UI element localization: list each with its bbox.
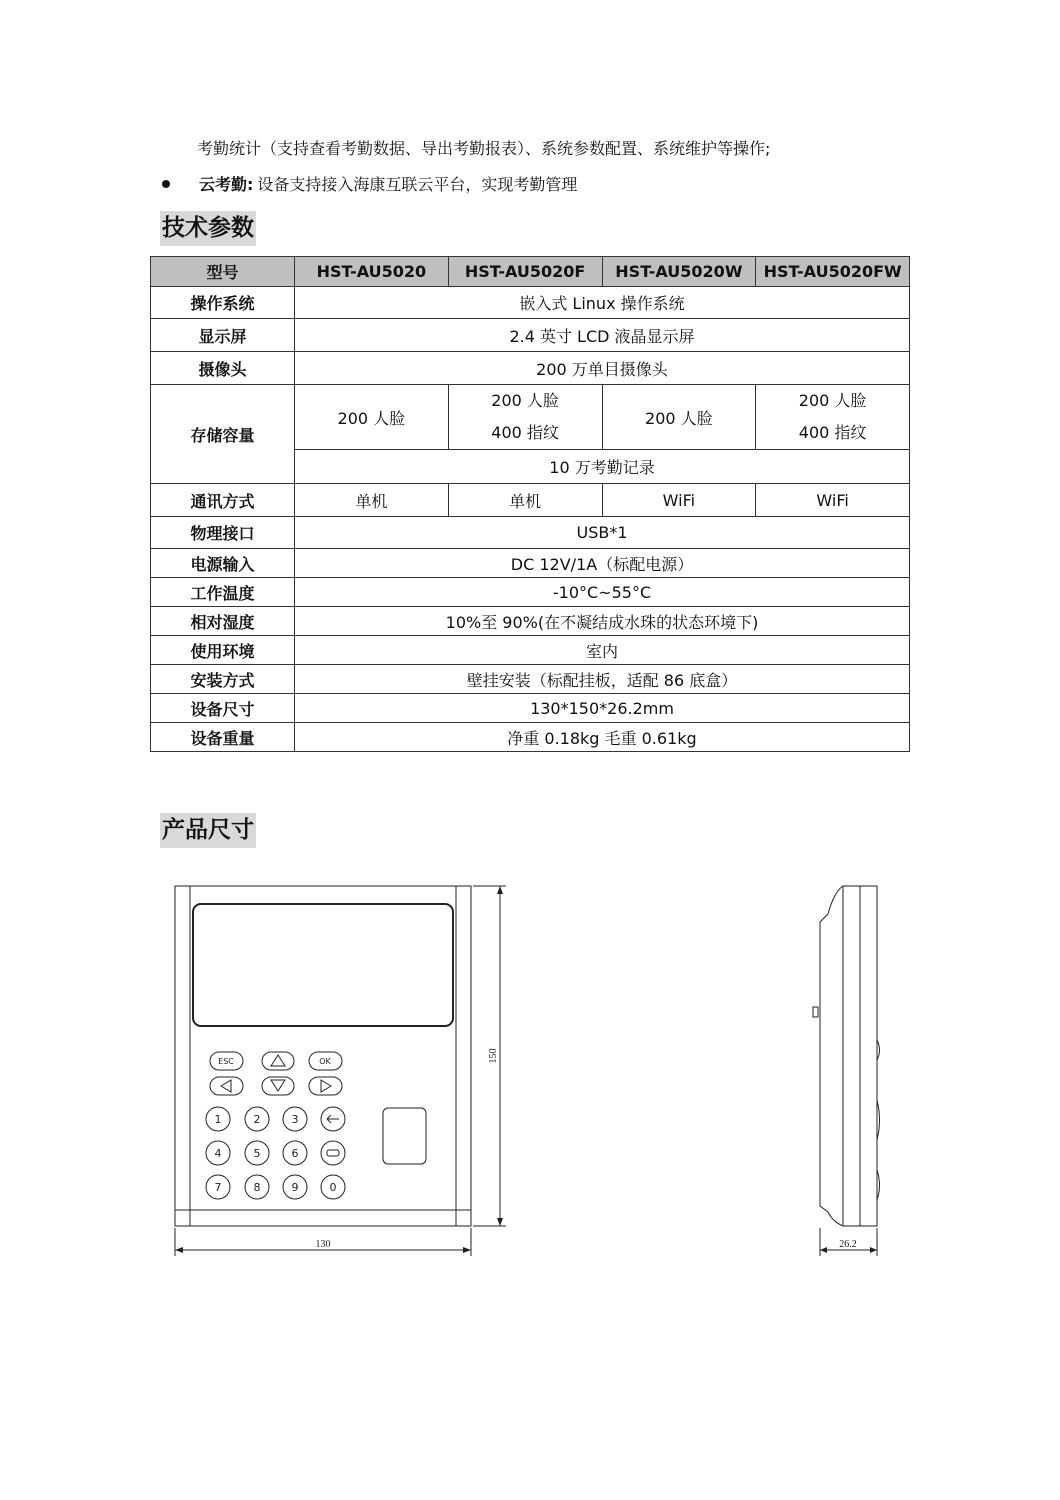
row-label: 工作温度: [151, 578, 295, 607]
row-value: 室内: [295, 636, 910, 665]
row-value: 10%至 90%(在不凝结成水珠的状态环境下): [295, 607, 910, 636]
height-label: 150: [488, 1048, 499, 1064]
row-value: 壁挂安装（标配挂板，适配 86 底盒）: [295, 665, 910, 694]
row-value: WiFi: [756, 484, 910, 517]
section-title-dimensions: 产品尺寸: [160, 813, 256, 848]
row-value: 嵌入式 Linux 操作系统: [295, 287, 910, 319]
depth-label: 26.2: [839, 1239, 857, 1250]
row-label: 安装方式: [151, 665, 295, 694]
right-arrow-icon: [321, 1080, 331, 1092]
row-label: 相对湿度: [151, 607, 295, 636]
header-model: HST-AU5020F: [448, 257, 602, 287]
width-label: 130: [315, 1239, 331, 1250]
row-value: 10 万考勤记录: [295, 450, 910, 484]
header-model: HST-AU5020FW: [756, 257, 910, 287]
down-arrow-icon: [271, 1080, 285, 1091]
key-1-label: 1: [214, 1113, 222, 1126]
row-value: 200 万单目摄像头: [295, 352, 910, 385]
right-key: [309, 1077, 342, 1095]
screen-outline: [193, 904, 453, 1026]
key-3-label: 3: [291, 1113, 299, 1126]
section-title-specs: 技术参数: [160, 211, 256, 246]
row-value: 净重 0.18kg 毛重 0.61kg: [295, 723, 910, 752]
cell-line: 400 指纹: [491, 423, 559, 442]
row-label: 电源输入: [151, 549, 295, 578]
device-side-outline: [820, 886, 877, 1226]
menu-key: [321, 1141, 345, 1165]
header-label: 型号: [151, 257, 295, 287]
row-value: 200 人脸: [602, 385, 756, 450]
row-value: 200 人脸: [295, 385, 449, 450]
backspace-arrow-icon: [327, 1115, 339, 1123]
row-value: 130*150*26.2mm: [295, 694, 910, 723]
row-value: -10°C~55°C: [295, 578, 910, 607]
row-label: 通讯方式: [151, 484, 295, 517]
header-model: HST-AU5020W: [602, 257, 756, 287]
row-label: 显示屏: [151, 319, 295, 352]
key-6-label: 6: [291, 1147, 299, 1160]
row-label: 操作系统: [151, 287, 295, 319]
fingerprint-sensor: [383, 1108, 426, 1164]
row-label: 存储容量: [151, 385, 295, 484]
bullet-title: 云考勤:: [199, 175, 254, 194]
key-7-label: 7: [214, 1181, 222, 1194]
header-model: HST-AU5020: [295, 257, 449, 287]
key-0-label: 0: [329, 1181, 337, 1194]
up-arrow-icon: [271, 1055, 285, 1066]
row-value: WiFi: [602, 484, 756, 517]
key-5-label: 5: [253, 1147, 261, 1160]
row-value: USB*1: [295, 517, 910, 549]
menu-icon: [327, 1150, 339, 1156]
key-9-label: 9: [291, 1181, 299, 1194]
row-value: 单机: [295, 484, 449, 517]
cell-line: 200 人脸: [491, 391, 559, 410]
bullet-text: 设备支持接入海康互联云平台，实现考勤管理: [257, 175, 578, 194]
left-key: [210, 1077, 243, 1095]
row-value: 2.4 英寸 LCD 液晶显示屏: [295, 319, 910, 352]
row-label: 使用环境: [151, 636, 295, 665]
left-arrow-icon: [221, 1080, 231, 1092]
row-label: 物理接口: [151, 517, 295, 549]
cell-line: 400 指纹: [798, 423, 867, 442]
cell-line: 200 人脸: [798, 391, 867, 410]
row-value: DC 12V/1A（标配电源）: [295, 549, 910, 578]
ok-key-label: OK: [319, 1057, 331, 1066]
row-value: 单机: [448, 484, 602, 517]
key-8-label: 8: [253, 1181, 261, 1194]
row-label: 摄像头: [151, 352, 295, 385]
key-2-label: 2: [253, 1113, 261, 1126]
row-label: 设备尺寸: [151, 694, 295, 723]
row-label: 设备重量: [151, 723, 295, 752]
key-4-label: 4: [214, 1147, 222, 1160]
esc-key-label: ESC: [218, 1057, 234, 1066]
intro-line: 考勤统计（支持查看考勤数据、导出考勤报表）、系统参数配置、系统维护等操作;: [197, 139, 771, 158]
